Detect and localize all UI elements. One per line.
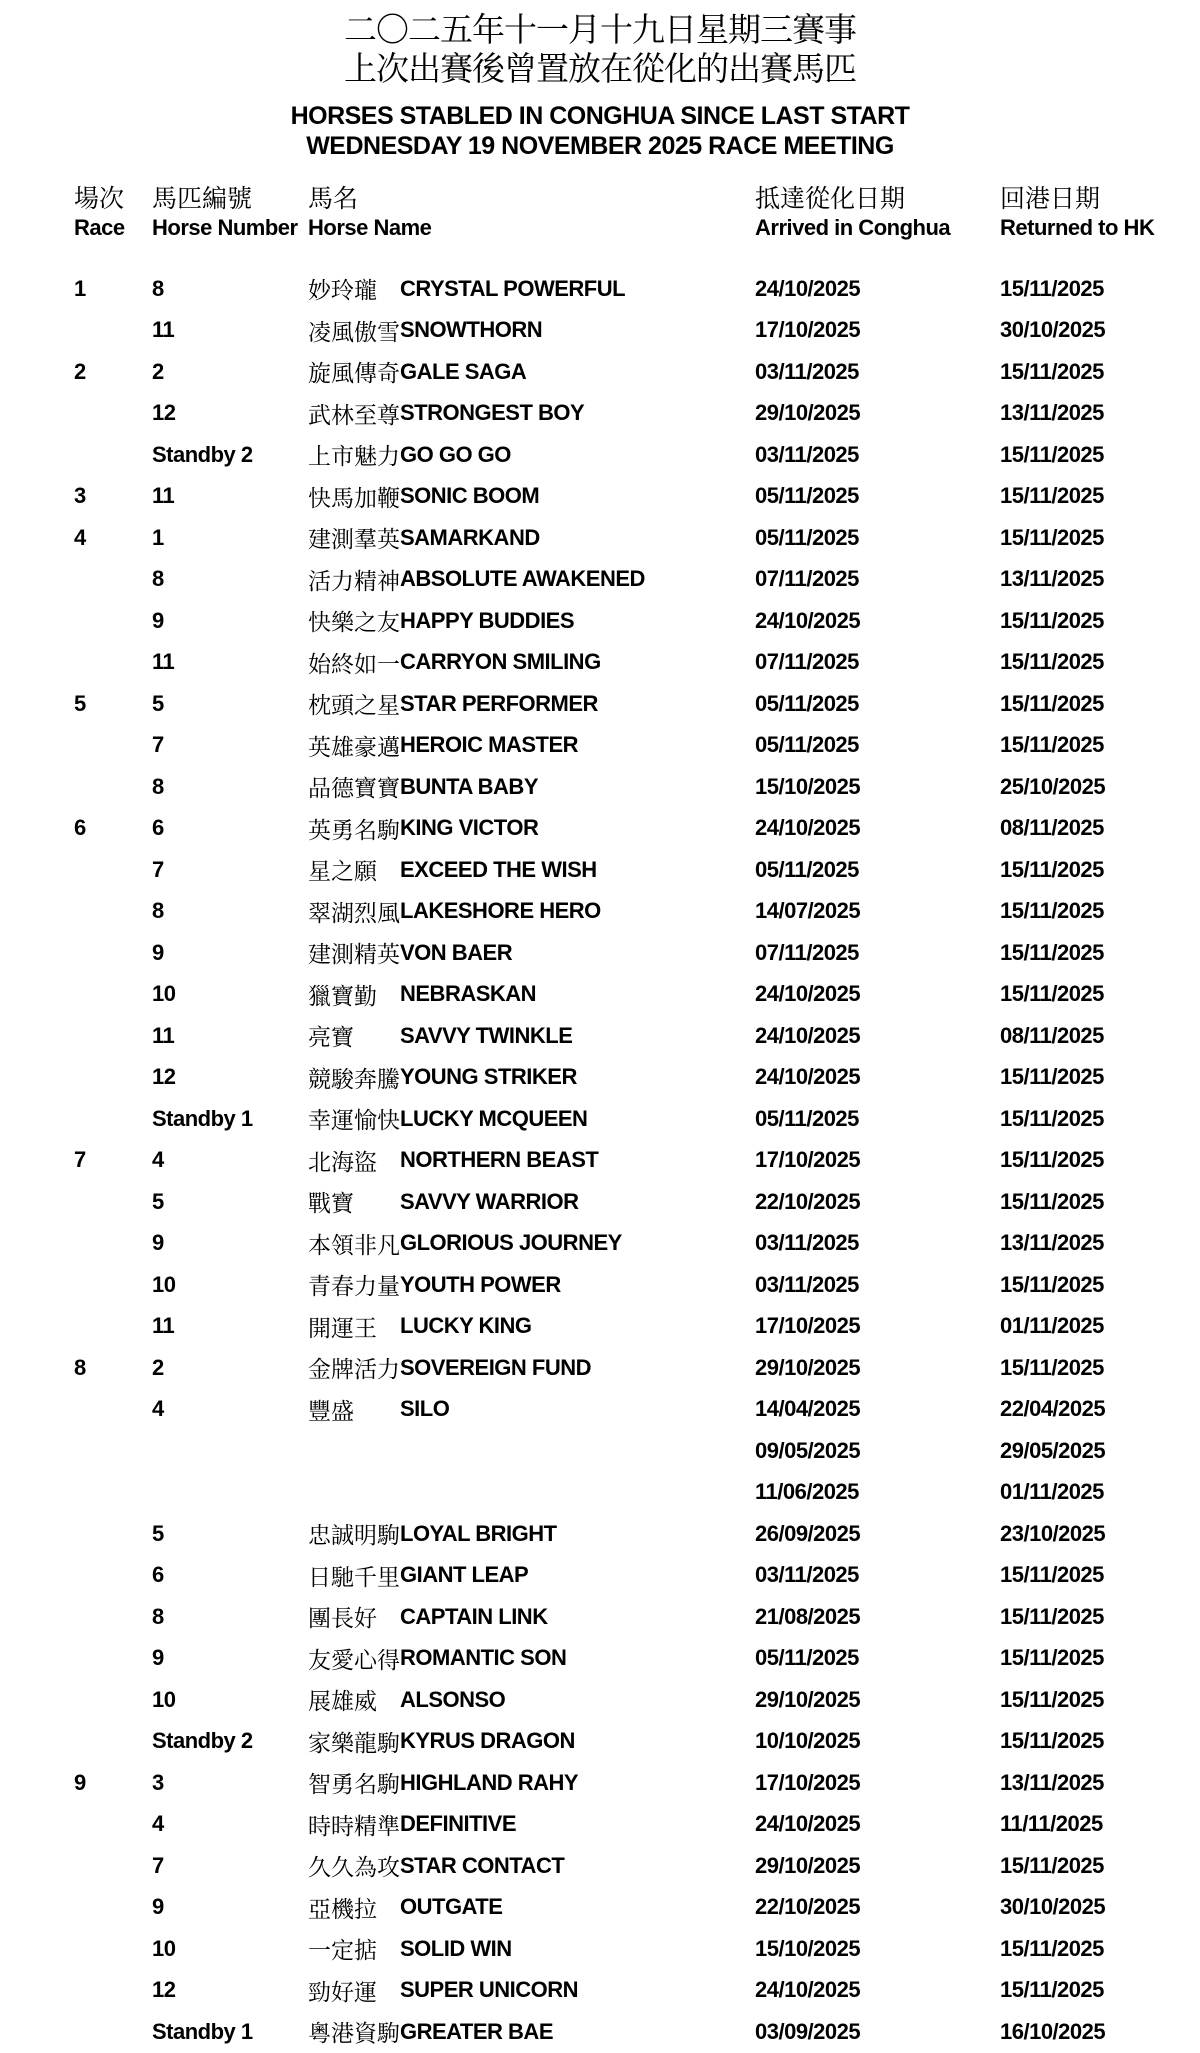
arrived-date: 15/10/2025 — [755, 1935, 861, 1961]
horse-name-en: BUNTA BABY — [400, 773, 538, 799]
race-cell: 8 — [74, 1354, 86, 1380]
arrived-date: 03/11/2025 — [755, 1230, 859, 1256]
horse-name-en: SNOWTHORN — [400, 317, 543, 343]
arrived-date: 24/10/2025 — [755, 981, 861, 1007]
horse-number-cell: 12 — [152, 400, 176, 426]
page-header — [0, 0, 1200, 161]
horse-name-en: SUPER UNICORN — [400, 1977, 579, 2003]
arrived-date: 15/10/2025 — [755, 773, 861, 799]
returned-date: 15/11/2025 — [1000, 1977, 1104, 2003]
arrived-date: 03/11/2025 — [755, 1271, 859, 1297]
column-header-horse-number — [152, 185, 308, 241]
horse-number-cell: 10 — [152, 1935, 176, 1961]
horse-name-zh: 友愛心得 — [308, 1646, 400, 1673]
horse-name-en: NEBRASKAN — [400, 981, 537, 1007]
arrived-date: 29/10/2025 — [755, 1686, 861, 1712]
table-row — [0, 1181, 1200, 1223]
horse-number-cell: Standby 1 — [152, 1105, 253, 1131]
returned-date: 29/05/2025 — [1000, 1437, 1106, 1463]
horse-name-zh: 團長好 — [308, 1605, 377, 1632]
arrived-date: 29/10/2025 — [755, 400, 861, 426]
horse-name-en: STAR CONTACT — [400, 1852, 565, 1878]
horse-number-cell: 4 — [152, 1147, 164, 1173]
horse-name-zh: 青春力量 — [308, 1273, 400, 1300]
horse-name-zh: 本領非凡 — [308, 1231, 400, 1258]
race-cell: 3 — [74, 483, 86, 509]
horse-name-zh: 智勇名駒 — [308, 1771, 400, 1798]
table-row — [0, 1057, 1200, 1099]
returned-date: 15/11/2025 — [1000, 483, 1104, 509]
horse-number-cell: 5 — [152, 690, 164, 716]
race-cell: 1 — [74, 275, 86, 301]
returned-date: 15/11/2025 — [1000, 1935, 1104, 1961]
table-row — [0, 393, 1200, 435]
horse-name-en: KING VICTOR — [400, 815, 539, 841]
horse-number-cell: 5 — [152, 1520, 164, 1546]
horse-number-cell: 12 — [152, 1977, 176, 2003]
horse-name-en: STRONGEST BOY — [400, 400, 585, 426]
arrived-date: 03/09/2025 — [755, 2018, 861, 2044]
table-row — [0, 2011, 1200, 2053]
table-row — [0, 725, 1200, 767]
returned-date: 16/10/2025 — [1000, 2018, 1106, 2044]
column-header-horse-number-zh: 馬匹編號 — [152, 185, 253, 213]
horse-name-zh: 家樂龍駒 — [308, 1729, 400, 1756]
returned-date: 15/11/2025 — [1000, 607, 1104, 633]
horse-number-cell: 4 — [152, 1396, 164, 1422]
table-row — [0, 434, 1200, 476]
horse-number-cell: 5 — [152, 1188, 164, 1214]
horse-number-cell: 8 — [152, 1603, 164, 1629]
horse-number-cell: 9 — [152, 607, 164, 633]
horse-name-zh: 亞機拉 — [308, 1895, 377, 1922]
race-cell: 4 — [74, 524, 86, 550]
column-header-returned — [1000, 185, 1200, 241]
arrived-date: 14/04/2025 — [755, 1396, 861, 1422]
returned-date: 13/11/2025 — [1000, 1769, 1104, 1795]
horse-number-cell: 3 — [152, 1769, 164, 1795]
returned-date: 15/11/2025 — [1000, 1686, 1104, 1712]
table-row — [0, 891, 1200, 933]
table-row — [0, 310, 1200, 352]
returned-date: 15/11/2025 — [1000, 690, 1104, 716]
page-title-english-line1: HORSES STABLED IN CONGHUA SINCE LAST START — [290, 102, 910, 130]
arrived-date: 24/10/2025 — [755, 1811, 861, 1837]
returned-date: 15/11/2025 — [1000, 856, 1104, 882]
column-header-horse-number-en: Horse Number — [152, 215, 298, 240]
arrived-date: 03/11/2025 — [755, 1562, 859, 1588]
horse-name-en: OUTGATE — [400, 1894, 503, 1920]
column-header-arrived — [755, 185, 1000, 241]
horse-name-zh: 豐盛 — [308, 1397, 354, 1424]
horse-number-cell: 6 — [152, 815, 164, 841]
column-header-race-en: Race — [74, 215, 125, 240]
horse-number-cell: 8 — [152, 898, 164, 924]
horse-name-en: LAKESHORE HERO — [400, 898, 601, 924]
horse-name-en: SOVEREIGN FUND — [400, 1354, 592, 1380]
column-header-horse-name-en: Horse Name — [308, 215, 432, 240]
arrived-date: 29/10/2025 — [755, 1354, 861, 1380]
horse-name-en: CRYSTAL POWERFUL — [400, 275, 626, 301]
race-cell: 6 — [74, 815, 86, 841]
horse-name-zh: 忠誠明駒 — [308, 1522, 400, 1549]
horse-number-cell: 7 — [152, 856, 164, 882]
table-row — [0, 1804, 1200, 1846]
table-column-headers — [0, 185, 1200, 241]
table-row — [0, 351, 1200, 393]
returned-date: 15/11/2025 — [1000, 1271, 1104, 1297]
horse-number-cell: 8 — [152, 773, 164, 799]
returned-date: 23/10/2025 — [1000, 1520, 1106, 1546]
returned-date: 15/11/2025 — [1000, 358, 1104, 384]
horse-name-en: HIGHLAND RAHY — [400, 1769, 579, 1795]
arrived-date: 24/10/2025 — [755, 815, 861, 841]
returned-date: 22/04/2025 — [1000, 1396, 1106, 1422]
horse-number-cell: 4 — [152, 1811, 164, 1837]
horse-number-cell: 11 — [152, 1022, 175, 1048]
arrived-date: 17/10/2025 — [755, 1313, 861, 1339]
horse-number-cell: 9 — [152, 1894, 164, 1920]
horse-number-cell: 7 — [152, 732, 164, 758]
arrived-date: 07/11/2025 — [755, 939, 859, 965]
returned-date: 15/11/2025 — [1000, 898, 1104, 924]
arrived-date: 05/11/2025 — [755, 1645, 859, 1671]
horse-number-cell: 12 — [152, 1064, 176, 1090]
arrived-date: 24/10/2025 — [755, 1977, 861, 2003]
horse-name-en: SAMARKAND — [400, 524, 540, 550]
returned-date: 15/11/2025 — [1000, 1852, 1104, 1878]
horse-name-en: SONIC BOOM — [400, 483, 540, 509]
table-row — [0, 1347, 1200, 1389]
table-row — [0, 1555, 1200, 1597]
horse-name-en: GLORIOUS JOURNEY — [400, 1230, 622, 1256]
horse-name-zh: 上市魅力 — [308, 443, 400, 470]
horse-name-en: STAR PERFORMER — [400, 690, 598, 716]
horse-name-zh: 金牌活力 — [308, 1356, 400, 1383]
table-row — [0, 1389, 1200, 1431]
arrived-date: 24/10/2025 — [755, 1064, 861, 1090]
horse-name-en: ABSOLUTE AWAKENED — [400, 566, 645, 592]
horse-name-en: GIANT LEAP — [400, 1562, 529, 1588]
table-row — [0, 268, 1200, 310]
horse-name-en: EXCEED THE WISH — [400, 856, 597, 882]
returned-date: 15/11/2025 — [1000, 1603, 1104, 1629]
returned-date: 30/10/2025 — [1000, 317, 1106, 343]
horse-name-zh: 勁好運 — [308, 1978, 377, 2005]
arrived-date: 26/09/2025 — [755, 1520, 861, 1546]
column-header-horse-name — [308, 185, 755, 241]
returned-date: 15/11/2025 — [1000, 1728, 1104, 1754]
table-row — [0, 766, 1200, 808]
table-row — [0, 683, 1200, 725]
horse-name-zh: 粵港資駒 — [308, 2020, 400, 2047]
table-row — [0, 1721, 1200, 1763]
arrived-date: 07/11/2025 — [755, 649, 859, 675]
horse-name-zh: 星之願 — [308, 858, 377, 885]
table-row — [0, 559, 1200, 601]
horse-name-zh: 凌風傲雪 — [308, 318, 400, 345]
horse-number-cell: 11 — [152, 317, 175, 343]
horse-name-en: LOYAL BRIGHT — [400, 1520, 557, 1546]
horse-name-zh: 英勇名駒 — [308, 816, 400, 843]
horse-name-zh: 獵寶勤 — [308, 982, 377, 1009]
table-row — [0, 1970, 1200, 2012]
arrived-date: 22/10/2025 — [755, 1894, 861, 1920]
horse-name-en: ROMANTIC SON — [400, 1645, 567, 1671]
returned-date: 15/11/2025 — [1000, 1645, 1104, 1671]
arrived-date: 05/11/2025 — [755, 732, 859, 758]
horse-name-zh: 一定掂 — [308, 1937, 377, 1964]
column-header-horse-name-zh: 馬名 — [308, 185, 359, 213]
arrived-date: 17/10/2025 — [755, 1769, 861, 1795]
horse-number-cell: 2 — [152, 358, 164, 384]
returned-date: 11/11/2025 — [1000, 1811, 1103, 1837]
arrived-date: 17/10/2025 — [755, 317, 861, 343]
column-header-returned-zh: 回港日期 — [1000, 185, 1101, 213]
returned-date: 08/11/2025 — [1000, 815, 1104, 841]
returned-date: 15/11/2025 — [1000, 939, 1104, 965]
table-row — [0, 1679, 1200, 1721]
horse-name-zh: 開運王 — [308, 1314, 377, 1341]
table-row — [0, 642, 1200, 684]
table-rows — [0, 268, 1200, 2053]
returned-date: 15/11/2025 — [1000, 524, 1104, 550]
table-row — [0, 1596, 1200, 1638]
horse-number-cell: 6 — [152, 1562, 164, 1588]
arrived-date: 05/11/2025 — [755, 856, 859, 882]
table-row — [0, 849, 1200, 891]
arrived-date: 05/11/2025 — [755, 483, 859, 509]
returned-date: 13/11/2025 — [1000, 400, 1104, 426]
returned-date: 15/11/2025 — [1000, 981, 1104, 1007]
horse-name-zh: 活力精神 — [308, 567, 400, 594]
horse-name-en: SAVVY TWINKLE — [400, 1022, 573, 1048]
arrived-date: 05/11/2025 — [755, 524, 859, 550]
horse-name-zh: 始終如一 — [308, 650, 400, 677]
table-row — [0, 1638, 1200, 1680]
table-row — [0, 1306, 1200, 1348]
horse-name-zh: 北海盜 — [308, 1148, 377, 1175]
horse-name-en: LUCKY MCQUEEN — [400, 1105, 588, 1131]
table-row — [0, 1430, 1200, 1472]
table-row — [0, 1098, 1200, 1140]
horse-name-en: YOUNG STRIKER — [400, 1064, 577, 1090]
arrived-date: 11/06/2025 — [755, 1479, 859, 1505]
table-row — [0, 1928, 1200, 1970]
returned-date: 25/10/2025 — [1000, 773, 1106, 799]
horse-name-en: CAPTAIN LINK — [400, 1603, 548, 1629]
table-row — [0, 932, 1200, 974]
horse-name-en: DEFINITIVE — [400, 1811, 517, 1837]
arrived-date: 24/10/2025 — [755, 607, 861, 633]
table-row — [0, 974, 1200, 1016]
returned-date: 08/11/2025 — [1000, 1022, 1104, 1048]
horse-name-en: YOUTH POWER — [400, 1271, 561, 1297]
horse-name-zh: 戰寶 — [308, 1190, 354, 1217]
table-row — [0, 1513, 1200, 1555]
horse-name-zh: 妙玲瓏 — [308, 277, 377, 304]
horse-name-en: KYRUS DRAGON — [400, 1728, 575, 1754]
table-row — [0, 1762, 1200, 1804]
table-row — [0, 476, 1200, 518]
table-row — [0, 808, 1200, 850]
horse-name-zh: 建測精英 — [308, 941, 400, 968]
arrived-date: 21/08/2025 — [755, 1603, 861, 1629]
horse-number-cell: 9 — [152, 1230, 164, 1256]
horse-number-cell: 10 — [152, 1271, 176, 1297]
horse-name-zh: 枕頭之星 — [308, 692, 400, 719]
returned-date: 15/11/2025 — [1000, 1188, 1104, 1214]
page-title-english — [0, 101, 1200, 161]
returned-date: 15/11/2025 — [1000, 1064, 1104, 1090]
column-header-race-zh: 場次 — [74, 185, 125, 213]
horse-name-zh: 競駿奔騰 — [308, 1065, 400, 1092]
table-row — [0, 517, 1200, 559]
returned-date: 15/11/2025 — [1000, 1562, 1104, 1588]
returned-date: 15/11/2025 — [1000, 1105, 1104, 1131]
returned-date: 01/11/2025 — [1000, 1313, 1104, 1339]
table-row — [0, 1472, 1200, 1514]
horse-name-en: CARRYON SMILING — [400, 649, 601, 675]
horse-name-zh: 時時精準 — [308, 1812, 400, 1839]
horse-name-en: ALSONSO — [400, 1686, 506, 1712]
horse-number-cell: 8 — [152, 566, 164, 592]
arrived-date: 14/07/2025 — [755, 898, 861, 924]
column-header-arrived-zh: 抵達從化日期 — [755, 185, 906, 213]
arrived-date: 29/10/2025 — [755, 1852, 861, 1878]
returned-date: 13/11/2025 — [1000, 1230, 1104, 1256]
arrived-date: 03/11/2025 — [755, 441, 859, 467]
arrived-date: 03/11/2025 — [755, 358, 859, 384]
horse-number-cell: 10 — [152, 981, 176, 1007]
horse-number-cell: Standby 2 — [152, 1728, 253, 1754]
horse-name-zh: 品德寶寶 — [308, 775, 400, 802]
arrived-date: 17/10/2025 — [755, 1147, 861, 1173]
horse-name-en: GO GO GO — [400, 441, 511, 467]
horse-name-zh: 翠湖烈風 — [308, 899, 400, 926]
returned-date: 15/11/2025 — [1000, 732, 1104, 758]
table-row — [0, 1887, 1200, 1929]
horse-number-cell: 11 — [152, 1313, 175, 1339]
horse-name-en: SOLID WIN — [400, 1935, 512, 1961]
horse-name-en: GALE SAGA — [400, 358, 527, 384]
returned-date: 01/11/2025 — [1000, 1479, 1104, 1505]
horse-number-cell: 2 — [152, 1354, 164, 1380]
horse-name-en: HAPPY BUDDIES — [400, 607, 575, 633]
horse-name-en: GREATER BAE — [400, 2018, 553, 2044]
column-header-returned-en: Returned to HK — [1000, 215, 1155, 240]
table-row — [0, 1223, 1200, 1265]
race-cell: 5 — [74, 690, 86, 716]
race-cell: 9 — [74, 1769, 86, 1795]
arrived-date: 10/10/2025 — [755, 1728, 861, 1754]
horse-number-cell: 1 — [152, 524, 164, 550]
returned-date: 15/11/2025 — [1000, 649, 1104, 675]
horse-name-zh: 日馳千里 — [308, 1563, 400, 1590]
horse-name-zh: 亮寶 — [308, 1024, 354, 1051]
returned-date: 15/11/2025 — [1000, 1354, 1104, 1380]
arrived-date: 22/10/2025 — [755, 1188, 861, 1214]
arrived-date: 24/10/2025 — [755, 275, 861, 301]
horse-number-cell: 10 — [152, 1686, 176, 1712]
horse-number-cell: 9 — [152, 939, 164, 965]
page-title-chinese-line1: 二〇二五年十一月十九日星期三賽事 — [344, 11, 856, 48]
horse-number-cell: 9 — [152, 1645, 164, 1671]
returned-date: 15/11/2025 — [1000, 441, 1104, 467]
horse-number-cell: Standby 1 — [152, 2018, 253, 2044]
horse-name-zh: 旋風傳奇 — [308, 360, 400, 387]
horse-name-en: LUCKY KING — [400, 1313, 532, 1339]
horse-number-cell: 7 — [152, 1852, 164, 1878]
table-row — [0, 1015, 1200, 1057]
returned-date: 13/11/2025 — [1000, 566, 1104, 592]
arrived-date: 24/10/2025 — [755, 1022, 861, 1048]
horse-name-en: NORTHERN BEAST — [400, 1147, 599, 1173]
horse-name-zh: 久久為攻 — [308, 1854, 400, 1881]
horse-name-zh: 快樂之友 — [308, 609, 400, 636]
horse-name-zh: 英雄豪邁 — [308, 733, 400, 760]
arrived-date: 09/05/2025 — [755, 1437, 861, 1463]
race-cell: 2 — [74, 358, 86, 384]
column-header-race — [74, 185, 152, 241]
horse-name-zh: 快馬加鞭 — [308, 484, 400, 511]
arrived-date: 05/11/2025 — [755, 1105, 859, 1131]
horse-number-cell: Standby 2 — [152, 441, 253, 467]
horse-name-zh: 武林至尊 — [308, 401, 400, 428]
race-cell: 7 — [74, 1147, 86, 1173]
returned-date: 15/11/2025 — [1000, 275, 1104, 301]
horse-name-en: SILO — [400, 1396, 450, 1422]
table-row — [0, 1845, 1200, 1887]
page-title-english-line2: WEDNESDAY 19 NOVEMBER 2025 RACE MEETING — [306, 132, 894, 160]
table-row — [0, 1264, 1200, 1306]
horse-name-zh: 建測羣英 — [308, 526, 400, 553]
arrived-date: 07/11/2025 — [755, 566, 859, 592]
horse-number-cell: 11 — [152, 483, 175, 509]
horse-name-zh: 幸運愉快 — [308, 1107, 400, 1134]
horse-name-en: VON BAER — [400, 939, 513, 965]
horse-number-cell: 11 — [152, 649, 175, 675]
table-row — [0, 1140, 1200, 1182]
horse-number-cell: 8 — [152, 275, 164, 301]
table-row — [0, 600, 1200, 642]
horse-name-en: SAVVY WARRIOR — [400, 1188, 579, 1214]
returned-date: 30/10/2025 — [1000, 1894, 1106, 1920]
horse-name-zh: 展雄威 — [308, 1688, 377, 1715]
page-title-chinese-line2: 上次出賽後曾置放在從化的出賽馬匹 — [344, 50, 856, 87]
horse-name-en: HEROIC MASTER — [400, 732, 579, 758]
column-header-arrived-en: Arrived in Conghua — [755, 215, 951, 240]
arrived-date: 05/11/2025 — [755, 690, 859, 716]
returned-date: 15/11/2025 — [1000, 1147, 1104, 1173]
